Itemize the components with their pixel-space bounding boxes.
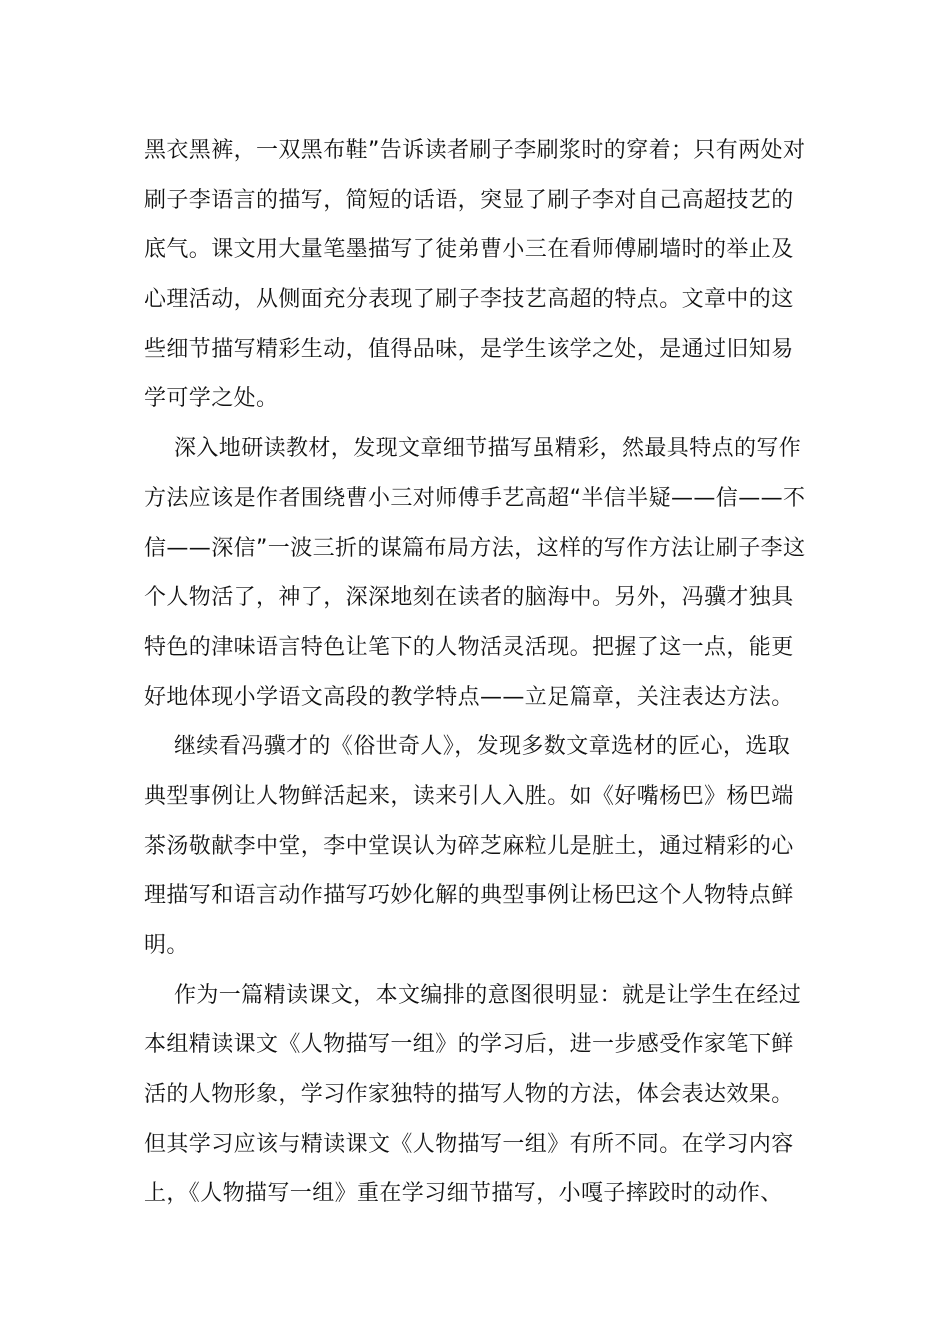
text-line: 信——深信”一波三折的谋篇布局方法，这样的写作方法让刷子李这: [144, 535, 806, 561]
text-line: 深入地研读教材，发现文章细节描写虽精彩，然最具特点的写作: [174, 436, 802, 462]
text-line: 典型事例让人物鲜活起来，读来引人入胜。如《好嘴杨巴》杨巴端: [144, 783, 794, 809]
text-line: 茶汤敬献李中堂，李中堂误认为碎芝麻粒儿是脏土，通过精彩的心: [144, 833, 794, 859]
text-line: 些细节描写精彩生动，值得品味，是学生该学之处，是通过旧知易: [144, 336, 794, 362]
text-line: 刷子李语言的描写，简短的话语，突显了刷子李对自己高超技艺的: [144, 187, 794, 213]
text-line: 明。: [144, 933, 189, 958]
text-line: 黑衣黑裤，一双黑布鞋”告诉读者刷子李刷浆时的穿着；只有两处对: [144, 138, 806, 163]
text-line: 底气。课文用大量笔墨描写了徒弟曹小三在看师傅刷墙时的举止及: [144, 237, 794, 263]
paragraph-4: [144, 971, 808, 1219]
text-line: 上，《人物描写一组》重在学习细节描写，小嘎子摔跤时的动作、: [144, 1181, 783, 1207]
text-line: 学可学之处。: [144, 386, 279, 412]
document-body: [144, 126, 808, 1219]
paragraph-1: [144, 126, 808, 424]
text-line: 但其学习应该与精读课文《人物描写一组》有所不同。在学习内容: [144, 1131, 794, 1157]
text-line: 好地体现小学语文高段的教学特点——立足篇章，关注表达方法。: [144, 684, 794, 710]
paragraph-2: [144, 424, 808, 722]
text-line: 本组精读课文《人物描写一组》的学习后，进一步感受作家笔下鲜: [144, 1032, 794, 1058]
text-line: 继续看冯骥才的《俗世奇人》，发现多数文章选材的匠心，选取: [174, 734, 791, 760]
text-line: 作为一篇精读课文，本文编排的意图很明显：就是让学生在经过: [174, 982, 802, 1008]
text-line: 心理活动，从侧面充分表现了刷子李技艺高超的特点。文章中的这: [144, 287, 794, 313]
paragraph-3: [144, 722, 808, 970]
text-line: 特色的津味语言特色让笔下的人物活灵活现。把握了这一点，能更: [144, 634, 794, 660]
text-line: 个人物活了，神了，深深地刻在读者的脑海中。另外，冯骥才独具: [144, 585, 794, 611]
text-line: 理描写和语言动作描写巧妙化解的典型事例让杨巴这个人物特点鲜: [144, 883, 794, 909]
text-line: 活的人物形象，学习作家独特的描写人物的方法，体会表达效果。: [144, 1082, 794, 1108]
text-line: 方法应该是作者围绕曹小三对师傅手艺高超“半信半疑——信——不: [144, 485, 806, 511]
